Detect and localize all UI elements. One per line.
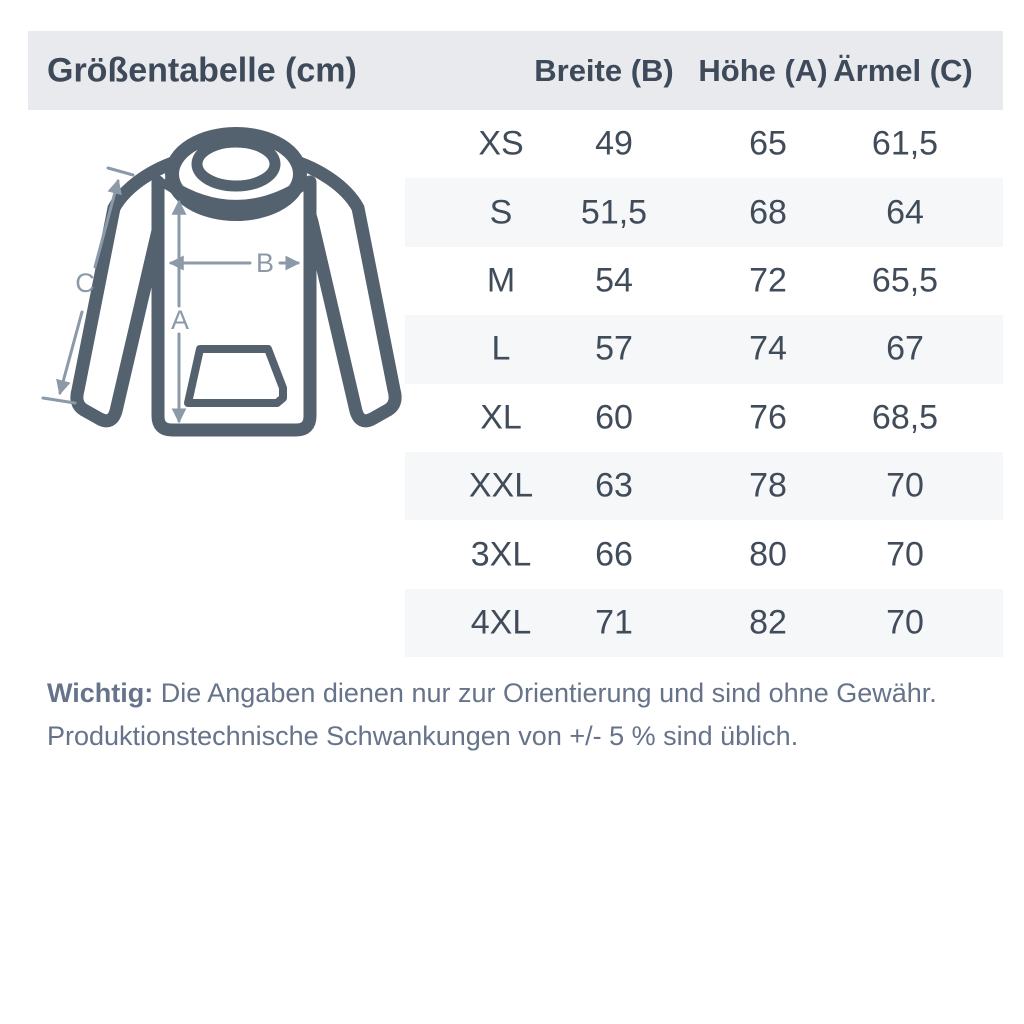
hoehe-cell: 65 [749, 124, 787, 163]
breite-cell: 60 [595, 398, 633, 437]
size-cell: 4XL [470, 603, 532, 642]
dimension-label-b: B [255, 248, 275, 278]
size-cell: S [489, 193, 513, 232]
breite-cell: 54 [595, 261, 633, 300]
table-row-l [405, 315, 1003, 383]
breite-cell: 57 [595, 329, 633, 368]
disclaimer-prefix: Wichtig: [47, 678, 154, 708]
column-header-hoehe: Höhe (A) [698, 52, 828, 88]
aermel-cell: 70 [886, 535, 924, 574]
page-title: Größentabelle (cm) [47, 51, 357, 89]
size-cell: XS [478, 124, 524, 163]
table-row-xl [405, 384, 1003, 452]
size-cell: XXL [468, 466, 534, 505]
hoehe-cell: 78 [749, 466, 787, 505]
breite-cell: 71 [595, 603, 633, 642]
disclaimer [47, 672, 987, 758]
aermel-cell: 65,5 [871, 261, 939, 300]
dimension-label-a: A [170, 305, 190, 335]
size-cell: M [486, 261, 516, 300]
aermel-cell: 61,5 [871, 124, 939, 163]
table-row-xs [405, 110, 1003, 178]
table-header-bar [28, 31, 1003, 110]
hoodie-diagram-icon [32, 122, 412, 452]
table-row-s [405, 178, 1003, 246]
disclaimer-line-2: Produktionstechnische Schwankungen von +/- 5 % sind üblich. [47, 721, 799, 751]
hoodie-pocket [188, 349, 283, 403]
breite-cell: 66 [595, 535, 633, 574]
column-header-aermel: Ärmel (C) [833, 52, 973, 88]
hoehe-cell: 72 [749, 261, 787, 300]
aermel-cell: 68,5 [871, 398, 939, 437]
size-cell: XL [480, 398, 522, 437]
aermel-cell: 70 [886, 466, 924, 505]
breite-cell: 63 [595, 466, 633, 505]
column-header-breite: Breite (B) [534, 52, 674, 88]
hoehe-cell: 80 [749, 535, 787, 574]
breite-cell: 51,5 [580, 193, 648, 232]
size-cell: L [491, 329, 511, 368]
hood-inner-ring [197, 142, 275, 186]
aermel-cell: 67 [886, 329, 924, 368]
dimension-label-c: C [75, 268, 95, 298]
breite-cell: 49 [595, 124, 633, 163]
table-row-4xl [405, 589, 1003, 657]
aermel-cell: 70 [886, 603, 924, 642]
hoehe-cell: 74 [749, 329, 787, 368]
disclaimer-line-1-text: Die Angaben dienen nur zur Orientierung und sind ohne Gewähr. [153, 678, 937, 708]
hoehe-cell: 82 [749, 603, 787, 642]
table-row-3xl [405, 520, 1003, 588]
size-cell: 3XL [470, 535, 532, 574]
hoehe-cell: 76 [749, 398, 787, 437]
hoehe-cell: 68 [749, 193, 787, 232]
table-row-xxl [405, 452, 1003, 520]
size-table [405, 110, 1003, 657]
disclaimer-line-1 [47, 672, 987, 715]
aermel-cell: 64 [886, 193, 924, 232]
table-row-m [405, 247, 1003, 315]
